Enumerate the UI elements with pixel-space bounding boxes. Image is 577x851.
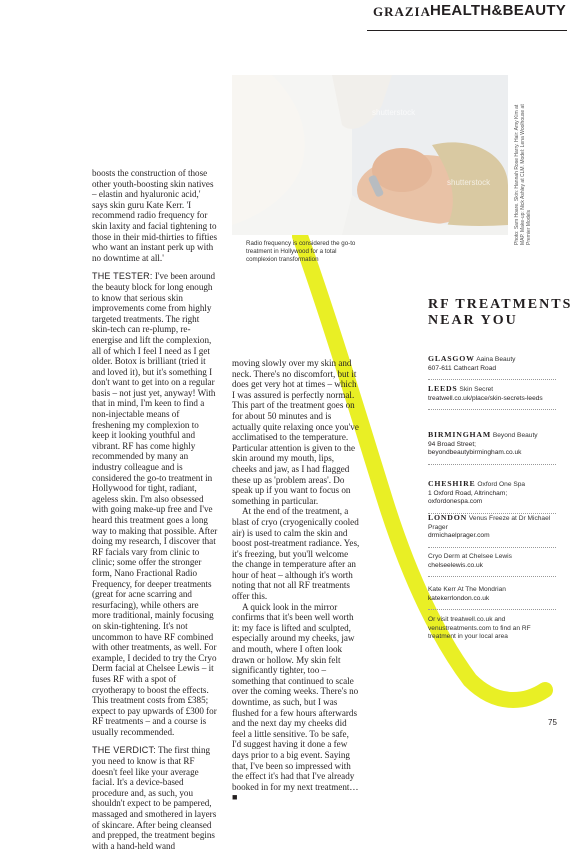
- location-name: Kate Kerr At The Mondrian: [428, 586, 506, 593]
- treatment-photo: [232, 75, 508, 235]
- location-detail: chelseelewis.co.uk: [428, 561, 483, 569]
- brand-name: GRAZIA: [373, 4, 432, 19]
- location-heading: [428, 385, 556, 395]
- location-detail: 94 Broad Street;: [428, 440, 477, 448]
- location-name: Oxford One Spa: [477, 481, 526, 488]
- article-column-1: [92, 168, 218, 851]
- watermark-text-2: shutterstock: [447, 178, 491, 187]
- sidebar-title: RF TREATMENTS NEAR YOU: [428, 297, 573, 328]
- article-paragraph: A quick look in the mirror confirms that it's been well worth it: my face is lifted and sculpted, especially around my cheeks, jaw and mouth, where I often look drawn or hollow. My skin felt significantly tighter, too – something that continued to scale over the coming weeks. There's no downtime, as such, but I was flushed for a few hours afterwards and the next day my cheeks did feel a little sensitive. To be safe, I'd suggest having it done a few days prior to a big event. Saying that, I've been so impressed with the effect it's had that I've already booked in for my next treatment… ■: [232, 601, 359, 803]
- location-divider: [428, 576, 556, 577]
- article-column-2: [232, 358, 360, 803]
- photo-credit-text: Photo: Sam Hoare. Skin: Hannah Rose Harry. Hair: Amy Kim at MAP. Make-up: Nick Ashley at CLM. Model: Lena Woolhouse at Premier Models: [514, 104, 532, 245]
- location-detail: 607-611 Cathcart Road: [428, 364, 497, 372]
- photo-credit: [514, 95, 532, 245]
- verdict-lead: THE VERDICT:: [92, 745, 156, 756]
- location-city: BIRMINGHAM: [428, 430, 492, 439]
- photo-illustration: [232, 75, 508, 235]
- watermark-text: shutterstock: [372, 108, 416, 117]
- location-divider: [428, 609, 556, 610]
- location-item: [428, 385, 556, 410]
- location-name: Or visit treatwell.co.uk and venustreatments.com to find an RF treatment in your local area: [428, 616, 531, 641]
- location-heading: [428, 616, 556, 642]
- location-city: CHESHIRE: [428, 479, 476, 488]
- location-name: Beyond Beauty: [492, 432, 538, 439]
- location-detail: drmichaelprager.com: [428, 532, 490, 540]
- location-name: Cryo Derm at Chelsee Lewis: [428, 553, 512, 560]
- section-title: HEALTH&BEAUTY: [430, 2, 567, 19]
- location-heading: [428, 514, 556, 532]
- location-detail: beyondbeautybirmingham.co.uk: [428, 449, 522, 457]
- header-rule: [367, 30, 567, 31]
- location-item: [428, 514, 556, 548]
- article-paragraph: moving slowly over my skin and neck. There's no discomfort, but it does get very hot at times – which I was assured is perfectly normal. This part of the treatment goes on for about 50 minutes and is actually quite relaxing once you've acclimatised to the temperature. Particular attention is given to the skin around my mouth, lips, cheeks and jaw, as I had flagged these up as 'problem areas'. Do speak up if you want to focus on something in particular.: [232, 358, 359, 506]
- location-heading: [428, 586, 556, 595]
- location-divider: [428, 547, 556, 548]
- location-item: [428, 431, 556, 465]
- location-item: [428, 553, 556, 577]
- location-detail: katekerrlondon.co.uk: [428, 594, 490, 602]
- location-city: LEEDS: [428, 384, 458, 393]
- location-name: Skin Secret: [459, 386, 494, 393]
- location-item: [428, 480, 556, 514]
- location-heading: [428, 480, 556, 490]
- location-divider: [428, 379, 556, 380]
- location-heading: [428, 431, 556, 441]
- location-detail: treatwell.co.uk/place/skin-secrets-leeds: [428, 394, 543, 402]
- article-paragraph: At the end of the treatment, a blast of cryo (cryogenically cooled air) is used to calm the skin and boost post-treatment radiance. Yes, it's freezing, but you'll welcome the change in temperature after an hour of heat – although it's worth noting that not all RF treatments offer this.: [232, 506, 360, 602]
- location-divider: [428, 409, 556, 410]
- location-item: [428, 616, 556, 642]
- location-item: [428, 586, 556, 610]
- location-city: LONDON: [428, 513, 468, 522]
- location-city: GLASGOW: [428, 354, 475, 363]
- location-item: [428, 355, 556, 380]
- location-divider: [428, 464, 556, 465]
- location-name: Venus Freeze at Dr Michael Prager: [428, 515, 551, 531]
- tester-lead: THE TESTER:: [92, 271, 153, 282]
- page-number: 75: [548, 718, 557, 727]
- photo-caption: Radio frequency is considered the go-to treatment in Hollywood for a total complexion transformation: [246, 240, 356, 263]
- location-detail: 1 Oxford Road, Altrincham;: [428, 489, 508, 497]
- location-detail: oxfordonespa.com: [428, 498, 483, 506]
- location-name: Aaina Beauty: [476, 356, 516, 363]
- article-paragraph: boosts the construction of those other youth-boosting skin natives – elastin and hyaluronic acid,' says skin guru Kate Kerr. 'I recommend radio frequency for skin laxity and facial tightening to those in their mid-thirties to fifties who want an instant perk up with no downtime at all.': [92, 168, 218, 263]
- location-heading: [428, 553, 556, 562]
- article-paragraph: THE TESTER: I've been around the beauty block for long enough to know that serious skin improvements come from highly targeted treatments. The right skin-tech can re-plump, re-energise and lift the complexion, all of which I feel I need as I get older. Botox is brilliant (tried it and loved it), but it's something I don't want to get into on a regular basis – not just yet, anyway! With that in mind, I'm keen to find a non-injectable means of freshening my complexion to keep it looking youthful and vibrant. RF has come highly recommended by many an industry colleague and is considered the go-to treatment in Hollywood for tight, radiant, ageless skin. I'm also obsessed with going make-up free and I've heard this treatment goes a long way to making that possible. After doing my research, I discover that RF facials vary from clinic to clinic; some offer the stronger form, Nano Fractional Radio Frequency, for deeper treatments (great for acne scarring and resurfacing), while others are more traditional, mainly focusing on skin-tightening. It's not uncommon to have RF combined with other treatments, as well. For example, I decided to try the Cryo Derm facial at Chelsee Lewis – it fuses RF with a spot of cryotherapy to boost the effects. This treatment costs from £385; expect to pay upwards of £300 for RF treatments – and a course is usually recommended.: [92, 271, 218, 737]
- article-paragraph: THE VERDICT: The first thing you need to know is that RF doesn't feel like your average facial. It's a device-based procedure and, as such, you shouldn't expect to be pampered, massaged and smothered in layers of skincare. After being cleansed and prepped, the treatment begins with a hand-held wand: [92, 745, 217, 851]
- location-heading: [428, 355, 556, 365]
